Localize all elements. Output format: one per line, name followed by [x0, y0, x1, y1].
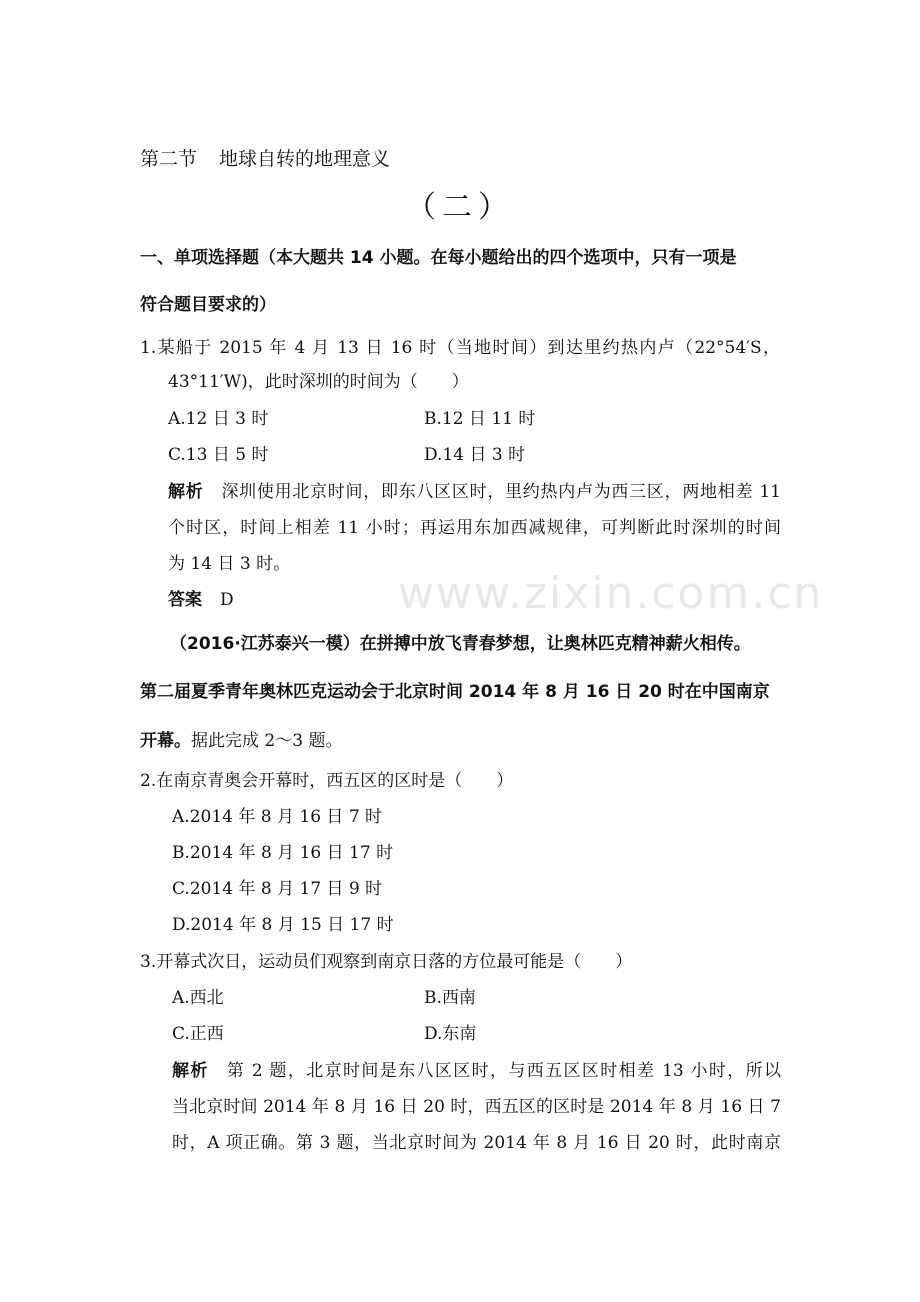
q3-option-a[interactable]: A.西北: [172, 988, 224, 1008]
instructions-line-1: 一、单项选择题（本大题共 14 小题。在每小题给出的四个选项中，只有一项是: [140, 248, 737, 268]
q3-analysis-text-1: 第 2 题，北京时间是东八区区时，与西五区区时相差 13 小时，所以: [226, 1061, 782, 1081]
q1-options-row-1: [168, 408, 768, 430]
q1-answer: [168, 589, 234, 611]
q1-analysis-line-1: [168, 481, 781, 503]
page-subtitle: （二）: [406, 190, 514, 225]
q3-analysis-line-2: 当北京时间 2014 年 8 月 16 日 20 时，西五区的区时是 2014 年 8 月 16 日 7: [172, 1097, 781, 1117]
q1-stem-line-1: 1.某船于 2015 年 4 月 13 日 16 时（当地时间）到达里约热内卢（22°54′S，: [140, 338, 780, 358]
q2-option-d[interactable]: D.2014 年 8 月 15 日 17 时: [172, 915, 394, 935]
q1-stem-line-2: 43°11′W)，此时深圳的时间为（ ）: [168, 372, 469, 392]
q1-analysis-text-1: 深圳使用北京时间，即东八区区时，里约热内卢为西三区，两地相差 11: [221, 482, 781, 502]
q2-option-c[interactable]: C.2014 年 8 月 17 日 9 时: [172, 879, 383, 899]
passage-line-3-rest: 据此完成 2～3 题。: [191, 731, 343, 751]
q1-option-b[interactable]: B.12 日 11 时: [424, 409, 536, 429]
section-number: 第二节: [140, 148, 198, 170]
watermark: www.zixin.com.cn: [398, 568, 824, 619]
q3-analysis-line-3: 时，A 项正确。第 3 题，当北京时间为 2014 年 8 月 16 日 20 时，此时南京: [172, 1133, 781, 1153]
q3-stem: 3.开幕式次日，运动员们观察到南京日落的方位最可能是（ ）: [140, 952, 633, 972]
section-name: 地球自转的地理意义: [219, 148, 391, 170]
q1-analysis-label: 解析: [168, 482, 204, 502]
passage-line-3: [140, 730, 342, 752]
q3-option-c[interactable]: C.正西: [172, 1024, 224, 1044]
q1-options-row-2: [168, 444, 768, 466]
q1-analysis-line-3: 为 14 日 3 时。: [168, 554, 291, 574]
q1-option-d[interactable]: D.14 日 3 时: [424, 445, 526, 465]
q1-answer-label: 答案: [168, 590, 202, 610]
passage-line-1: （2016·江苏泰兴一模）在拼搏中放飞青春梦想，让奥林匹克精神薪火相传。: [170, 634, 751, 654]
section-title: [140, 148, 390, 170]
q3-options-row-1: [172, 987, 772, 1009]
q1-answer-value: D: [220, 590, 234, 610]
instructions-line-2: 符合题目要求的）: [140, 295, 276, 315]
q2-stem: 2.在南京青奥会开幕时，西五区的区时是（ ）: [140, 771, 514, 791]
q1-option-a[interactable]: A.12 日 3 时: [168, 409, 269, 429]
q3-option-d[interactable]: D.东南: [424, 1024, 477, 1044]
q3-option-b[interactable]: B.西南: [424, 988, 476, 1008]
q3-analysis-line-1: [172, 1060, 781, 1082]
q2-option-b[interactable]: B.2014 年 8 月 16 日 17 时: [172, 843, 394, 863]
passage-line-3-bold: 开幕。: [140, 731, 191, 751]
q1-option-c[interactable]: C.13 日 5 时: [168, 445, 269, 465]
passage-line-2: 第二届夏季青年奥林匹克运动会于北京时间 2014 年 8 月 16 日 20 时在中国南京: [140, 682, 770, 702]
q2-option-a[interactable]: A.2014 年 8 月 16 日 7 时: [172, 807, 383, 827]
q3-options-row-2: [172, 1023, 772, 1045]
q1-analysis-line-2: 个时区，时间上相差 11 小时；再运用东加西减规律，可判断此时深圳的时间: [168, 518, 781, 538]
q3-analysis-label: 解析: [172, 1061, 209, 1081]
